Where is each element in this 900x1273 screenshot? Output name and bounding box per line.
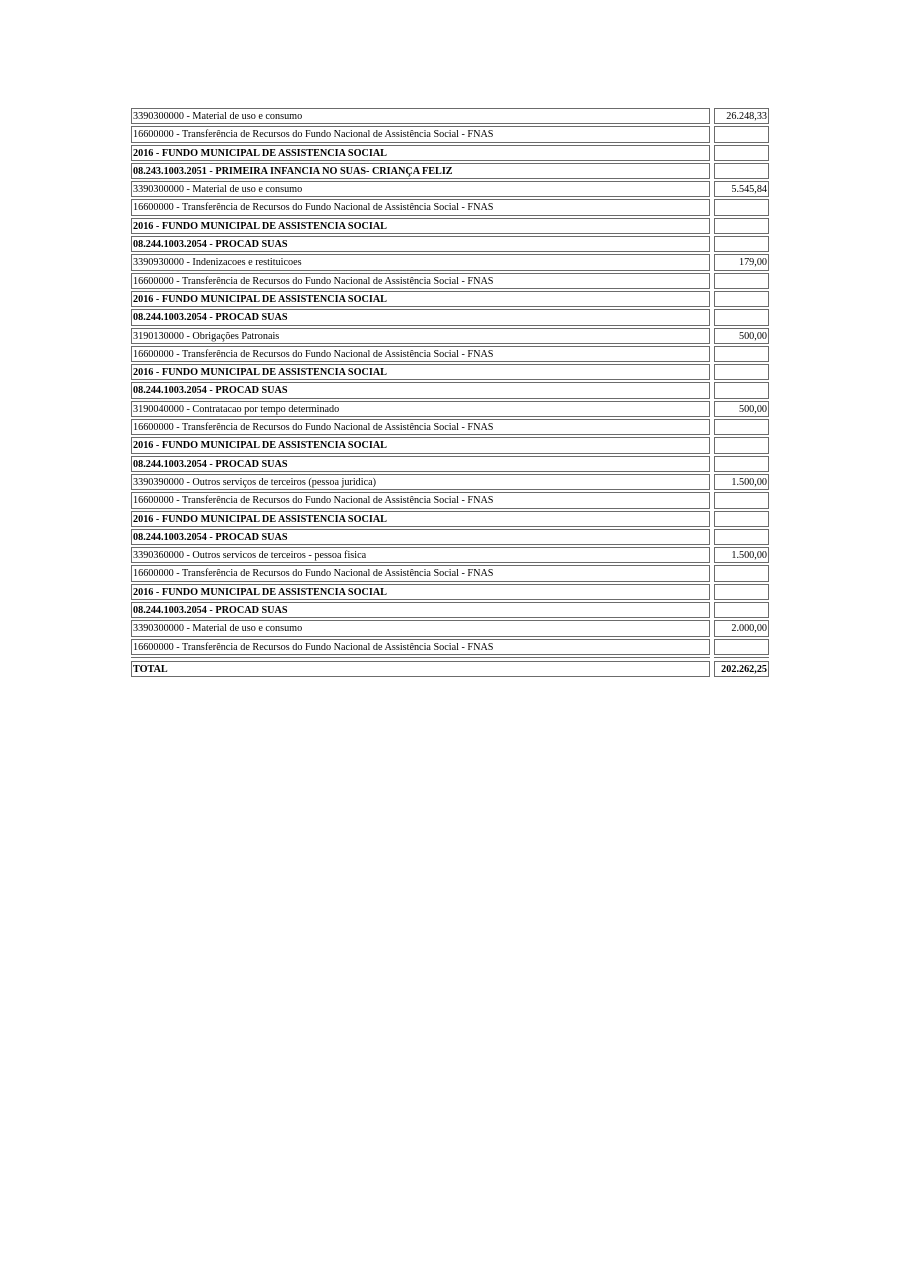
total-row [131, 661, 769, 677]
row-description: 08.244.1003.2054 - PROCAD SUAS [131, 456, 710, 472]
row-value [714, 346, 769, 362]
row-value: 2.000,00 [714, 620, 769, 636]
budget-rows [131, 108, 769, 655]
row-description: 3190040000 - Contratacao por tempo determinado [131, 401, 710, 417]
row-description: 08.243.1003.2051 - PRIMEIRA INFANCIA NO SUAS- CRIANÇA FELIZ [131, 163, 710, 179]
table-row [131, 236, 769, 252]
row-description: 3390300000 - Material de uso e consumo [131, 181, 710, 197]
row-description: 2016 - FUNDO MUNICIPAL DE ASSISTENCIA SOCIAL [131, 437, 710, 453]
table-row [131, 474, 769, 490]
table-row [131, 456, 769, 472]
table-row [131, 584, 769, 600]
row-value [714, 639, 769, 655]
table-row [131, 529, 769, 545]
table-row [131, 309, 769, 325]
row-value: 26.248,33 [714, 108, 769, 124]
table-row [131, 218, 769, 234]
row-description: 2016 - FUNDO MUNICIPAL DE ASSISTENCIA SOCIAL [131, 364, 710, 380]
row-description: 16600000 - Transferência de Recursos do Fundo Nacional de Assistência Social - FNAS [131, 419, 710, 435]
table-row [131, 364, 769, 380]
row-value: 5.545,84 [714, 181, 769, 197]
table-row [131, 639, 769, 655]
row-value [714, 511, 769, 527]
table-row [131, 328, 769, 344]
row-value [714, 565, 769, 581]
row-value [714, 382, 769, 398]
table-row [131, 145, 769, 161]
row-value [714, 199, 769, 215]
row-value [714, 126, 769, 142]
table-row [131, 382, 769, 398]
row-value [714, 364, 769, 380]
row-value: 179,00 [714, 254, 769, 270]
total-separator-right [714, 657, 769, 659]
row-description: 16600000 - Transferência de Recursos do Fundo Nacional de Assistência Social - FNAS [131, 346, 710, 362]
table-row [131, 254, 769, 270]
row-description: 3390300000 - Material de uso e consumo [131, 620, 710, 636]
row-description: 16600000 - Transferência de Recursos do Fundo Nacional de Assistência Social - FNAS [131, 492, 710, 508]
total-value: 202.262,25 [714, 661, 769, 677]
row-value [714, 584, 769, 600]
row-value [714, 419, 769, 435]
table-row [131, 511, 769, 527]
row-value: 1.500,00 [714, 547, 769, 563]
total-separator [131, 657, 769, 659]
row-value [714, 437, 769, 453]
row-value: 1.500,00 [714, 474, 769, 490]
row-value [714, 602, 769, 618]
row-description: 08.244.1003.2054 - PROCAD SUAS [131, 236, 710, 252]
row-description: 16600000 - Transferência de Recursos do Fundo Nacional de Assistência Social - FNAS [131, 639, 710, 655]
table-row [131, 199, 769, 215]
table-row [131, 108, 769, 124]
total-separator-left [131, 657, 710, 659]
table-row [131, 620, 769, 636]
row-value [714, 163, 769, 179]
row-description: 16600000 - Transferência de Recursos do Fundo Nacional de Assistência Social - FNAS [131, 126, 710, 142]
row-description: 16600000 - Transferência de Recursos do Fundo Nacional de Assistência Social - FNAS [131, 199, 710, 215]
row-description: 08.244.1003.2054 - PROCAD SUAS [131, 529, 710, 545]
row-description: 3390300000 - Material de uso e consumo [131, 108, 710, 124]
table-row [131, 547, 769, 563]
row-description: 2016 - FUNDO MUNICIPAL DE ASSISTENCIA SOCIAL [131, 218, 710, 234]
row-value [714, 492, 769, 508]
table-row [131, 437, 769, 453]
row-description: 3390390000 - Outros serviços de terceiros (pessoa juridica) [131, 474, 710, 490]
row-description: 2016 - FUNDO MUNICIPAL DE ASSISTENCIA SOCIAL [131, 584, 710, 600]
row-value [714, 145, 769, 161]
row-description: 3190130000 - Obrigações Patronais [131, 328, 710, 344]
row-value [714, 273, 769, 289]
table-row [131, 163, 769, 179]
table-row [131, 346, 769, 362]
row-value: 500,00 [714, 328, 769, 344]
table-row [131, 401, 769, 417]
table-row [131, 291, 769, 307]
row-value [714, 218, 769, 234]
row-value [714, 309, 769, 325]
row-value [714, 456, 769, 472]
row-description: 08.244.1003.2054 - PROCAD SUAS [131, 309, 710, 325]
table-row [131, 126, 769, 142]
row-description: 3390360000 - Outros servicos de terceiros - pessoa fisica [131, 547, 710, 563]
row-value: 500,00 [714, 401, 769, 417]
total-label: TOTAL [131, 661, 710, 677]
budget-table [131, 108, 769, 679]
table-row [131, 419, 769, 435]
row-description: 16600000 - Transferência de Recursos do Fundo Nacional de Assistência Social - FNAS [131, 565, 710, 581]
row-description: 2016 - FUNDO MUNICIPAL DE ASSISTENCIA SOCIAL [131, 145, 710, 161]
row-description: 2016 - FUNDO MUNICIPAL DE ASSISTENCIA SOCIAL [131, 511, 710, 527]
row-description: 08.244.1003.2054 - PROCAD SUAS [131, 382, 710, 398]
row-description: 3390930000 - Indenizacoes e restituicoes [131, 254, 710, 270]
row-value [714, 291, 769, 307]
row-value [714, 529, 769, 545]
row-description: 08.244.1003.2054 - PROCAD SUAS [131, 602, 710, 618]
table-row [131, 273, 769, 289]
table-row [131, 181, 769, 197]
row-description: 16600000 - Transferência de Recursos do Fundo Nacional de Assistência Social - FNAS [131, 273, 710, 289]
row-value [714, 236, 769, 252]
table-row [131, 492, 769, 508]
table-row [131, 602, 769, 618]
row-description: 2016 - FUNDO MUNICIPAL DE ASSISTENCIA SOCIAL [131, 291, 710, 307]
table-row [131, 565, 769, 581]
